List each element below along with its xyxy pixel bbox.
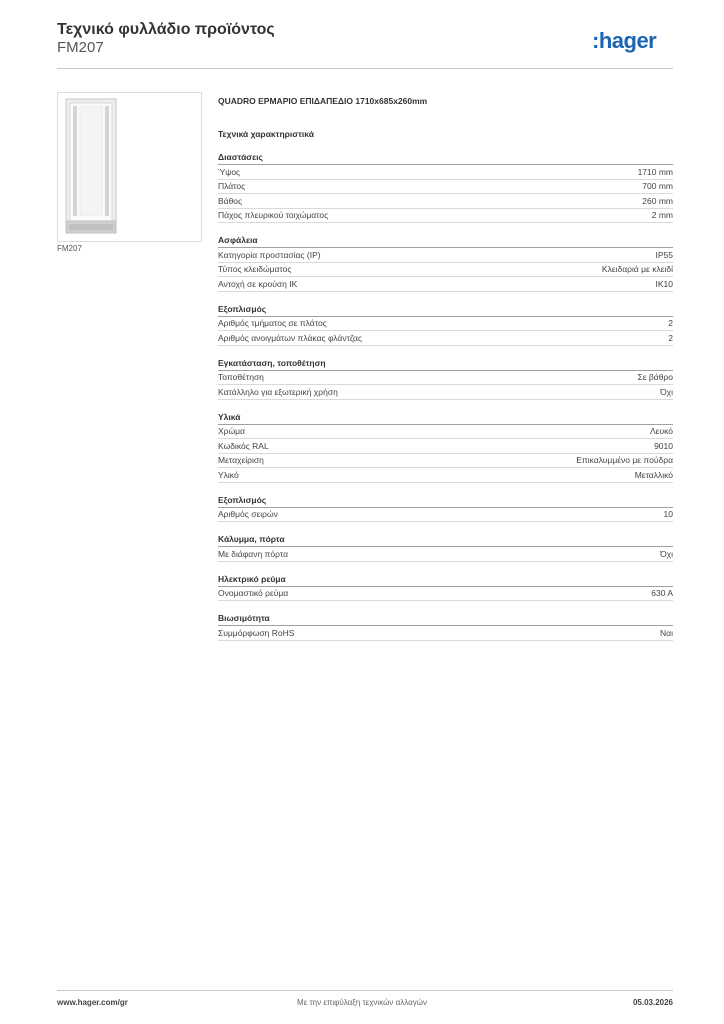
product-image-caption: FM207 (57, 244, 82, 253)
spec-key: Πλάτος (218, 181, 246, 192)
section-title: Ασφάλεια (218, 235, 673, 248)
spec-row (218, 194, 673, 209)
section-title: Εξοπλισμός (218, 304, 673, 317)
spec-row (218, 165, 673, 180)
spec-key: Συμμόρφωση RoHS (218, 627, 295, 638)
spec-value: Λευκό (650, 426, 673, 437)
footer-disclaimer: Με την επιφύλαξη τεχνικών αλλαγών (297, 998, 427, 1007)
spec-row (218, 385, 673, 400)
spec-value: 9010 (654, 440, 673, 451)
spec-value: Κλειδαριά με κλειδί (601, 264, 673, 275)
spec-key: Πάχος πλευρικού τοιχώματος (218, 210, 329, 221)
section-title: Εξοπλισμός (218, 495, 673, 508)
spec-value: IP55 (655, 249, 673, 260)
spec-key: Αντοχή σε κρούση IK (218, 278, 298, 289)
product-image (57, 92, 202, 242)
spec-sections (218, 152, 673, 641)
spec-key: Βάθος (218, 195, 243, 206)
spec-row (218, 277, 673, 292)
hager-logo-text: :hager (592, 28, 657, 53)
footer-divider (57, 990, 673, 991)
spec-value: 700 mm (642, 181, 673, 192)
spec-value: 260 mm (642, 195, 673, 206)
spec-row (218, 331, 673, 346)
spec-value: 1710 mm (637, 166, 673, 177)
spec-row (218, 439, 673, 454)
spec-section (218, 534, 673, 562)
spec-value: Ναι (660, 627, 673, 638)
spec-key: Κατάλληλο για εξωτερική χρήση (218, 386, 338, 397)
spec-section (218, 152, 673, 223)
product-heading: QUADRO ΕΡΜΑΡΙΟ ΕΠΙΔΑΠΕΔΙΟ 1710x685x260mm (218, 96, 428, 106)
spec-key: Με διάφανη πόρτα (218, 548, 288, 559)
spec-section (218, 235, 673, 292)
spec-key: Αριθμός τμήματος σε πλάτος (218, 318, 327, 329)
hager-logo (592, 27, 674, 55)
section-title: Εγκατάσταση, τοποθέτηση (218, 358, 673, 371)
spec-value: 2 mm (651, 210, 673, 221)
section-title: Διαστάσεις (218, 152, 673, 165)
spec-row (218, 371, 673, 386)
spec-key: Μεταχείριση (218, 455, 264, 466)
tech-heading: Τεχνικά χαρακτηριστικά (218, 129, 314, 139)
spec-row (218, 468, 673, 483)
spec-key: Ονομαστικό ρεύμα (218, 588, 289, 599)
spec-key: Τύπος κλειδώματος (218, 264, 292, 275)
spec-value: 630 A (651, 588, 673, 599)
spec-value: Επικαλυμμένο με πούδρα (576, 455, 673, 466)
section-title: Ηλεκτρικό ρεύμα (218, 574, 673, 587)
spec-key: Ύψος (218, 166, 241, 177)
spec-key: Κατηγορία προστασίας (IP) (218, 249, 321, 260)
spec-row (218, 209, 673, 224)
spec-section (218, 358, 673, 400)
document-title: Τεχνικό φυλλάδιο προϊόντος (57, 21, 275, 38)
spec-row (218, 248, 673, 263)
spec-row (218, 547, 673, 562)
section-title: Βιωσιμότητα (218, 613, 673, 626)
spec-value: Σε βάθρο (637, 372, 673, 383)
spec-section (218, 613, 673, 641)
cabinet-illustration (58, 93, 201, 241)
spec-row (218, 425, 673, 440)
spec-key: Κωδικός RAL (218, 440, 269, 451)
spec-row (218, 317, 673, 332)
spec-key: Αριθμός ανοιγμάτων πλάκας φλάντζας (218, 332, 363, 343)
section-title: Υλικά (218, 412, 673, 425)
spec-value: IK10 (655, 278, 673, 289)
spec-row (218, 587, 673, 602)
spec-value: 2 (668, 318, 673, 329)
spec-value: Μεταλλικό (634, 469, 673, 480)
spec-row (218, 626, 673, 641)
spec-row (218, 263, 673, 278)
spec-key: Χρώμα (218, 426, 245, 437)
spec-section (218, 495, 673, 523)
spec-value: Όχι (660, 548, 673, 559)
footer-website-link[interactable]: www.hager.com/gr (57, 998, 128, 1007)
spec-key: Υλικό (218, 469, 239, 480)
spec-value: 10 (663, 509, 673, 520)
product-code: FM207 (57, 39, 104, 56)
spec-row (218, 508, 673, 523)
spec-row (218, 180, 673, 195)
spec-value: Όχι (660, 386, 673, 397)
spec-key: Τοποθέτηση (218, 372, 264, 383)
section-title: Κάλυμμα, πόρτα (218, 534, 673, 547)
spec-value: 2 (668, 332, 673, 343)
spec-section (218, 574, 673, 602)
spec-row (218, 454, 673, 469)
spec-section (218, 304, 673, 346)
header-divider (57, 68, 673, 69)
spec-section (218, 412, 673, 483)
spec-key: Αριθμός σειρών (218, 509, 278, 520)
spec-content (218, 95, 673, 653)
footer-date: 05.03.2026 (632, 998, 673, 1007)
